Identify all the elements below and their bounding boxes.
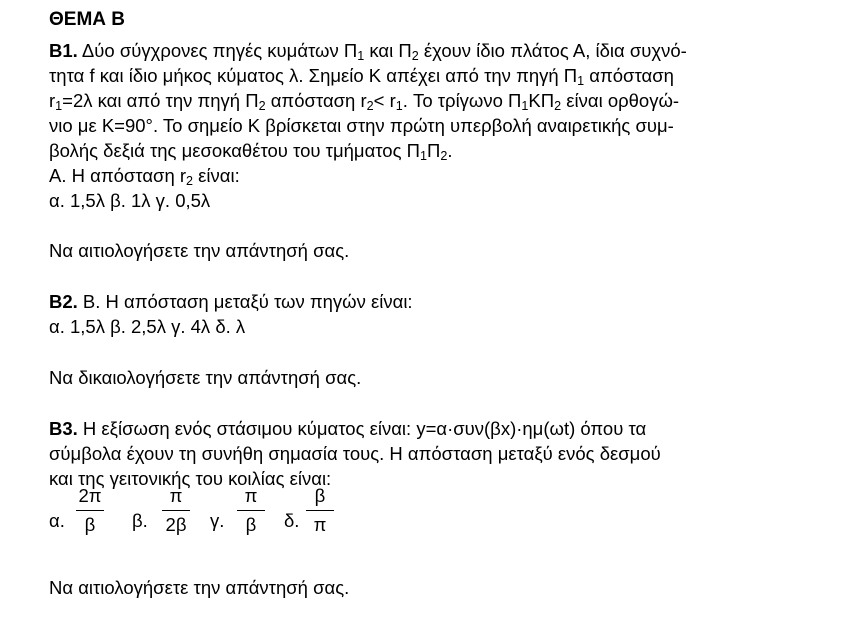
b1-justify: Να αιτιολογήσετε την απάντησή σας. bbox=[49, 240, 350, 261]
subscript: 2 bbox=[440, 149, 448, 164]
text: r bbox=[49, 90, 56, 111]
b1-options: α. 1,5λ β. 1λ γ. 0,5λ bbox=[49, 190, 211, 211]
text: . Το τρίγωνο Π bbox=[402, 90, 522, 111]
option-c-fraction bbox=[231, 485, 271, 536]
b1-line-5 bbox=[49, 140, 453, 162]
b3-line-1 bbox=[49, 418, 646, 440]
text: ΚΠ bbox=[528, 90, 555, 111]
numerator: π bbox=[169, 485, 183, 506]
text: έχουν ίδιο πλάτος Α, ίδια συχνό- bbox=[418, 40, 687, 61]
subscript: 2 bbox=[186, 174, 194, 189]
subscript: 1 bbox=[521, 99, 529, 114]
b2-options: α. 1,5λ β. 2,5λ γ. 4λ δ. λ bbox=[49, 316, 246, 337]
numerator: β bbox=[314, 485, 326, 506]
numerator: 2π bbox=[78, 485, 102, 506]
text: . bbox=[447, 140, 453, 161]
subscript: 2 bbox=[366, 99, 374, 114]
fraction-bar bbox=[162, 510, 190, 511]
option-b-fraction bbox=[156, 485, 196, 536]
b1-question bbox=[49, 165, 240, 187]
text: =2λ και από την πηγή Π bbox=[62, 90, 259, 111]
subscript: 2 bbox=[258, 99, 266, 114]
denominator: 2β bbox=[165, 514, 187, 536]
text: Η εξίσωση ενός στάσιμου κύματος είναι: y=α·συν(βx)·ημ(ωt) όπου τα bbox=[77, 418, 647, 439]
b1-line-2 bbox=[49, 65, 674, 87]
subscript: 1 bbox=[395, 99, 403, 114]
text: απόσταση r bbox=[265, 90, 367, 111]
b1-label: Β1. bbox=[49, 40, 78, 61]
denominator: β bbox=[84, 514, 96, 536]
text: βολής δεξιά της μεσοκαθέτου του τμήματος Π bbox=[49, 140, 421, 161]
b2-label: Β2. bbox=[49, 291, 78, 312]
denominator: π bbox=[313, 514, 327, 536]
subscript: 1 bbox=[577, 74, 585, 89]
b2-justify: Να δικαιολογήσετε την απάντησή σας. bbox=[49, 367, 362, 388]
subscript: 2 bbox=[554, 99, 562, 114]
b3-line-2: σύμβολα έχουν τη συνήθη σημασία τους. Η απόσταση μεταξύ ενός δεσμού bbox=[49, 443, 661, 464]
text: και Π bbox=[364, 40, 412, 61]
option-b-label: β. bbox=[132, 510, 148, 531]
text: τητα f και ίδιο μήκος κύματος λ. Σημείο Κ απέχει από την πηγή Π bbox=[49, 65, 578, 86]
subscript: 1 bbox=[420, 149, 428, 164]
b3-label: Β3. bbox=[49, 418, 78, 439]
text: απόσταση bbox=[584, 65, 674, 86]
text: Π bbox=[427, 140, 441, 161]
b1-line-3 bbox=[49, 90, 679, 112]
option-d-label: δ. bbox=[284, 510, 300, 531]
denominator: β bbox=[245, 514, 257, 536]
b2-question bbox=[49, 291, 413, 313]
numerator: π bbox=[244, 485, 258, 506]
text: Β. Η απόσταση μεταξύ των πηγών είναι: bbox=[77, 291, 413, 312]
fraction-bar bbox=[306, 510, 334, 511]
text: είναι ορθογώ- bbox=[561, 90, 680, 111]
fraction-bar bbox=[237, 510, 265, 511]
option-d-fraction bbox=[300, 485, 340, 536]
b1-line-1 bbox=[49, 40, 687, 62]
text: < r bbox=[373, 90, 396, 111]
option-a-label: α. bbox=[49, 510, 65, 531]
text: είναι: bbox=[193, 165, 240, 186]
fraction-bar bbox=[76, 510, 104, 511]
section-title: ΘΕΜΑ Β bbox=[49, 9, 125, 30]
b3-justify: Να αιτιολογήσετε την απάντησή σας. bbox=[49, 577, 350, 598]
subscript: 1 bbox=[357, 49, 365, 64]
subscript: 1 bbox=[55, 99, 63, 114]
text: Δύο σύγχρονες πηγές κυμάτων Π bbox=[77, 40, 358, 61]
b1-line-4: νιο με Κ=90°. Το σημείο Κ βρίσκεται στην πρώτη υπερβολή αναιρετικής συμ- bbox=[49, 115, 674, 136]
option-a-fraction bbox=[70, 485, 110, 536]
b3-line-3: και της γειτονικής του κοιλίας είναι: bbox=[49, 468, 332, 489]
text: Α. Η απόσταση r bbox=[49, 165, 187, 186]
subscript: 2 bbox=[411, 49, 419, 64]
option-c-label: γ. bbox=[210, 510, 225, 531]
